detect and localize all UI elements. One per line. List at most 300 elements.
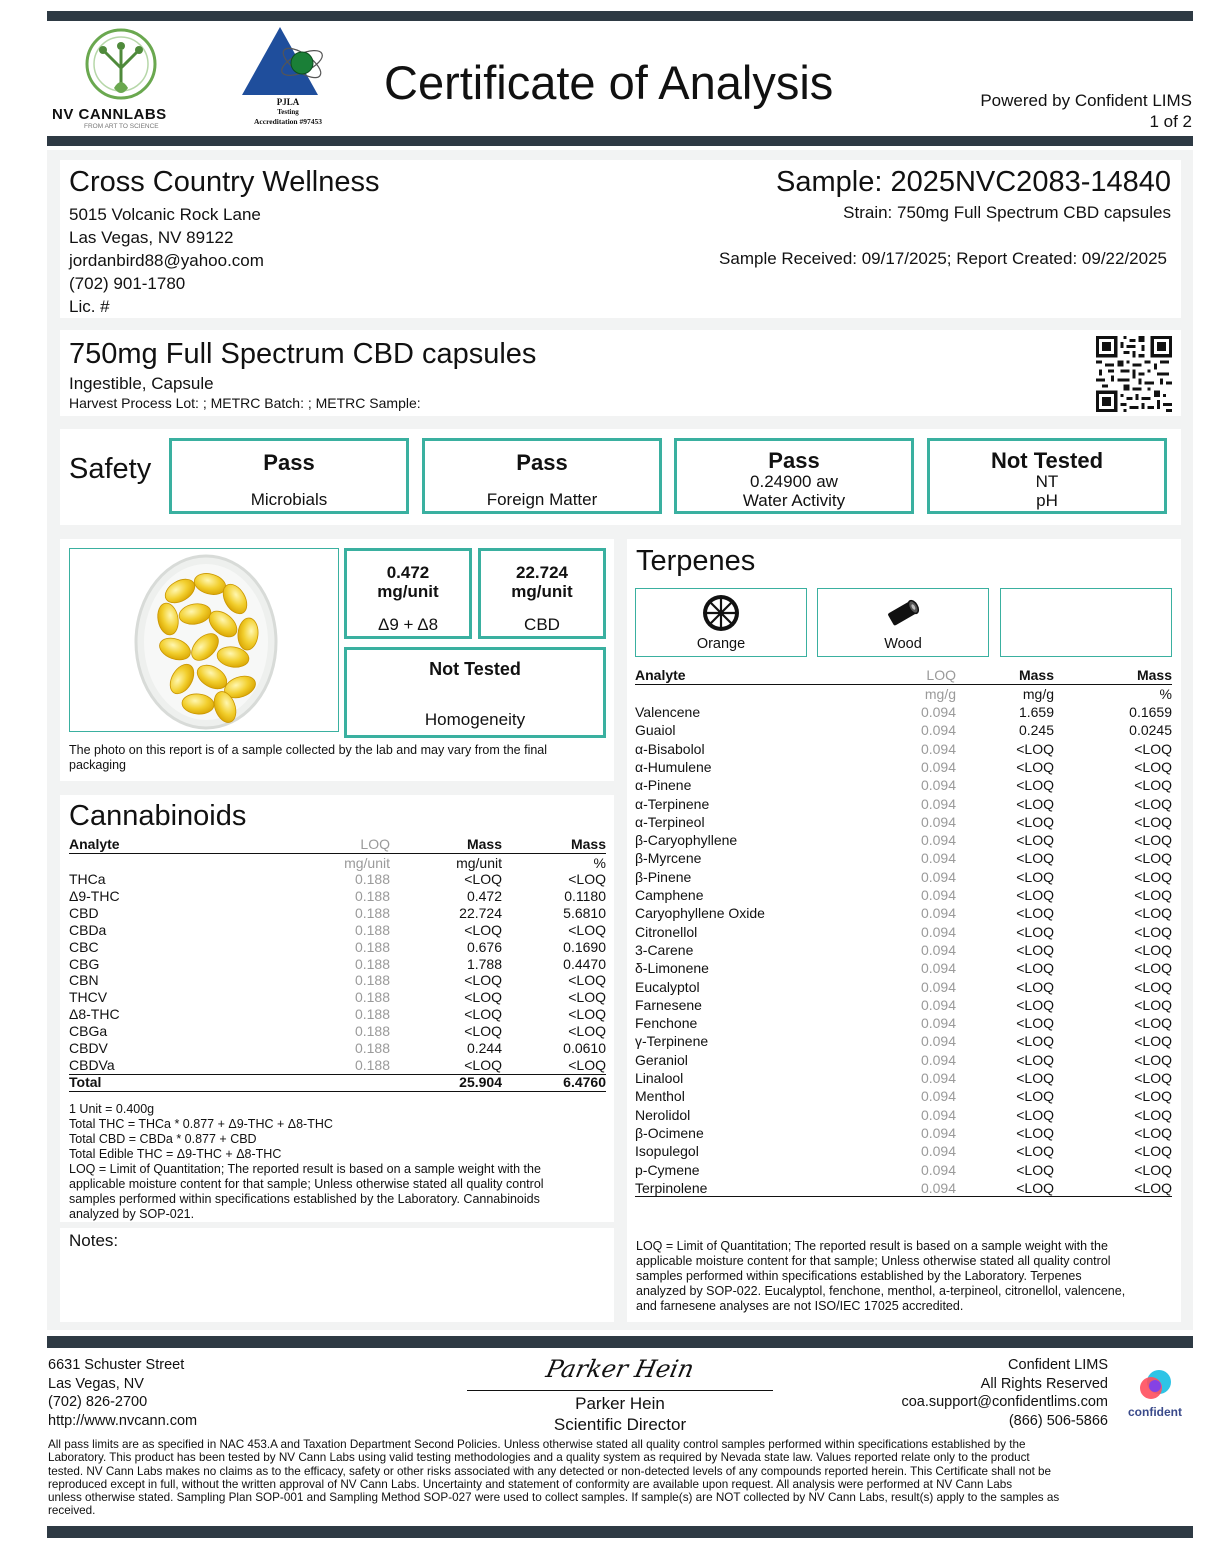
analyte-cell: Menthol: [635, 1088, 685, 1105]
cannabinoids-title: Cannabinoids: [69, 800, 247, 832]
loq-cell: 0.188: [354, 989, 390, 1006]
mass-cell: <LOQ: [1016, 1015, 1054, 1032]
terpenes-header-row: [635, 667, 1172, 685]
table-row: [635, 1125, 1172, 1142]
mass-cell: <LOQ: [1016, 905, 1054, 922]
percent-cell: <LOQ: [1134, 905, 1172, 922]
percent-cell: <LOQ: [1134, 868, 1172, 885]
table-row: [69, 905, 606, 922]
top-bar: [47, 11, 1193, 21]
loq-cell: 0.094: [920, 777, 956, 794]
percent-cell: <LOQ: [568, 1056, 606, 1073]
lims-name: Confident LIMS: [1008, 1357, 1108, 1373]
terpenes-table-bottom-rule: [635, 1196, 1172, 1197]
table-row: [635, 759, 1172, 776]
confident-logo-icon: [1137, 1368, 1173, 1402]
analyte-cell: β-Pinene: [635, 868, 692, 885]
safety-status: Pass: [768, 448, 820, 473]
percent-cell: <LOQ: [1134, 887, 1172, 903]
analyte-cell: Geraniol: [635, 1051, 688, 1068]
loq-cell: 0.094: [920, 1143, 956, 1160]
loq-cell: 0.188: [354, 921, 390, 938]
percent-cell: <LOQ: [568, 1006, 606, 1023]
col-analyte: Analyte: [635, 667, 686, 683]
lims-rights: All Rights Reserved: [980, 1375, 1108, 1392]
loq-cell: 0.188: [354, 1023, 390, 1040]
analyte-cell: δ-Limonene: [635, 960, 709, 977]
safety-label: Safety: [69, 453, 152, 485]
mass-cell: <LOQ: [464, 921, 502, 938]
note-line: applicable moisture content for that sample; Unless otherwise stated all quality control: [69, 1177, 544, 1191]
note-line: 1 Unit = 0.400g: [69, 1102, 155, 1116]
total-thc-box: [344, 548, 472, 639]
unit-loq: mg/unit: [344, 855, 390, 871]
table-row: [635, 1143, 1172, 1160]
mass-cell: 1.788: [466, 955, 502, 972]
thc-value: 0.472: [386, 563, 430, 582]
sample-dates: Sample Received: 09/17/2025; Report Created: 09/22/2025: [719, 249, 1167, 268]
analyte-cell: β-Caryophyllene: [635, 832, 738, 849]
product-panel: [60, 330, 1181, 416]
table-row: [69, 939, 606, 956]
percent-cell: 5.6810: [563, 904, 606, 921]
wood-log-icon: [883, 593, 923, 633]
mass-cell: <LOQ: [1016, 777, 1054, 794]
mass-cell: <LOQ: [1016, 978, 1054, 995]
loq-cell: 0.094: [920, 850, 956, 867]
analyte-cell: Caryophyllene Oxide: [635, 905, 765, 922]
client-name: Cross Country Wellness: [69, 166, 380, 198]
table-row: [635, 979, 1172, 996]
percent-cell: <LOQ: [1134, 850, 1172, 867]
col-loq: LOQ: [926, 667, 956, 683]
analyte-cell: CBDa: [69, 921, 107, 938]
disclaimer-line: unless otherwise stated. Sampling Plan SOP-001 and Sampling Method SOP-027 were used to collect samples. If sample(s) are NOT collected by NV Cann Labs, result(s) apply to the samples as: [48, 1491, 1060, 1505]
table-row: [69, 871, 606, 888]
percent-cell: <LOQ: [1134, 1179, 1172, 1196]
percent-cell: 0.1659: [1129, 704, 1172, 720]
percent-cell: <LOQ: [568, 1023, 606, 1040]
percent-cell: 0.0245: [1129, 722, 1172, 739]
analyte-cell: 3-Carene: [635, 941, 694, 958]
loq-cell: 0.188: [354, 904, 390, 921]
loq-cell: 0.094: [920, 1106, 956, 1123]
disclaimer-line: tested. NV Cann Labs makes no claims as to the efficacy, safety or other risks associated with any detected or non-detected levels of any compounds reported herein. This Certificate shall not be: [48, 1464, 1052, 1478]
client-address-line1: 5015 Volcanic Rock Lane: [69, 205, 261, 224]
client-email: jordanbird88@yahoo.com: [69, 251, 264, 270]
mass-cell: <LOQ: [464, 871, 502, 887]
loq-cell: 0.094: [920, 1015, 956, 1032]
safety-test-label: Water Activity: [742, 491, 846, 510]
disclaimer-line: reproduced except in full, without the written approval of NV Cann Labs. Uncertainty and statement of conformity are available upon request. All analysis were performed at NV Cann Labs: [48, 1477, 1013, 1491]
pjla-accreditation-logo: [240, 25, 340, 133]
loq-cell: 0.094: [920, 923, 956, 940]
table-row: [635, 722, 1172, 739]
note-line: Total THC = THCa * 0.877 + Δ9-THC + Δ8-THC: [69, 1117, 333, 1131]
loq-cell: 0.188: [354, 887, 390, 904]
confident-logo-text: confident: [1128, 1405, 1182, 1419]
table-row: [635, 1180, 1172, 1197]
unit-mass-mg: mg/unit: [456, 855, 502, 871]
table-row: [635, 832, 1172, 849]
percent-cell: <LOQ: [1134, 1033, 1172, 1050]
percent-cell: <LOQ: [1134, 1070, 1172, 1086]
percent-cell: <LOQ: [1134, 923, 1172, 940]
table-row: [635, 869, 1172, 886]
col-loq: LOQ: [360, 836, 390, 852]
product-name: 750mg Full Spectrum CBD capsules: [69, 338, 537, 370]
table-row: [635, 1052, 1172, 1069]
safety-box-water-activity: [674, 438, 914, 514]
percent-cell: <LOQ: [1134, 740, 1172, 757]
analyte-cell: CBN: [69, 972, 99, 989]
terpenes-notes: [636, 1239, 1176, 1314]
mass-cell: 22.724: [459, 904, 502, 921]
table-total-row: [69, 1074, 606, 1092]
unit-mass-pct: %: [1159, 686, 1172, 702]
mass-cell: <LOQ: [1016, 996, 1054, 1013]
percent-cell: <LOQ: [1134, 1124, 1172, 1141]
safety-value: NT: [1035, 472, 1059, 491]
loq-cell: 0.094: [920, 960, 956, 977]
table-row: [635, 704, 1172, 721]
analyte-cell: Isopulegol: [635, 1143, 699, 1160]
mass-cell: <LOQ: [1016, 850, 1054, 867]
note-line: analyzed by SOP-021.: [69, 1207, 195, 1221]
percent-cell: <LOQ: [568, 921, 606, 938]
mass-cell: <LOQ: [1016, 1143, 1054, 1160]
percent-cell: <LOQ: [1134, 941, 1172, 958]
loq-cell: 0.188: [354, 1040, 390, 1056]
percent-cell: <LOQ: [1134, 1161, 1172, 1178]
mass-cell: <LOQ: [1016, 1124, 1054, 1141]
loq-cell: 0.188: [354, 972, 390, 989]
percent-cell: <LOQ: [1134, 978, 1172, 995]
mass-cell: <LOQ: [1016, 960, 1054, 977]
lab-phone: (702) 826-2700: [48, 1394, 148, 1410]
safety-status: Not Tested: [990, 448, 1104, 473]
aroma-box-empty: [1000, 588, 1172, 657]
mass-cell: <LOQ: [464, 1006, 502, 1023]
percent-cell: 0.1180: [564, 887, 606, 904]
analyte-cell: α-Humulene: [635, 758, 712, 775]
terpenes-unit-row: [635, 686, 1172, 703]
percent-cell: <LOQ: [1134, 795, 1172, 812]
analyte-cell: Δ8-THC: [69, 1006, 120, 1023]
cbd-value: 22.724: [516, 563, 568, 582]
mass-cell: 0.245: [1018, 722, 1054, 739]
analyte-cell: Guaiol: [635, 722, 676, 739]
analyte-cell: Camphene: [635, 887, 704, 903]
loq-cell: 0.094: [920, 704, 956, 720]
analyte-cell: α-Terpinene: [635, 795, 710, 812]
loq-cell: 0.094: [920, 813, 956, 830]
lab-logo-name: NV CANNLABS: [52, 106, 167, 123]
product-type: Ingestible, Capsule: [69, 374, 214, 393]
aroma-label: Wood: [884, 636, 922, 652]
signer-title: Scientific Director: [553, 1415, 687, 1434]
table-row: [69, 1057, 606, 1074]
safety-box-microbials: [169, 438, 409, 514]
table-row: [635, 1015, 1172, 1032]
analyte-cell: CBGa: [69, 1023, 108, 1040]
note-line: LOQ = Limit of Quantitation; The reported result is based on a sample weight with the: [69, 1162, 541, 1176]
unit-mass-pct: %: [593, 855, 606, 871]
product-batch: Harvest Process Lot: ; METRC Batch: ; METRC Sample:: [69, 395, 421, 411]
cannabinoids-header-row: [69, 836, 606, 854]
mass-cell: <LOQ: [464, 989, 502, 1006]
analyte-cell: CBDVa: [69, 1056, 115, 1073]
mass-cell: <LOQ: [1016, 868, 1054, 885]
mass-cell: 0.244: [466, 1040, 502, 1056]
mass-cell: <LOQ: [464, 1023, 502, 1040]
analyte-cell: CBG: [69, 955, 100, 972]
percent-cell: 0.4470: [563, 955, 606, 972]
powered-by: Powered by Confident LIMS: [980, 91, 1192, 110]
safety-box-foreign-matter: [422, 438, 662, 514]
loq-cell: 0.094: [920, 795, 956, 812]
note-line: applicable moisture content for that sample; Unless otherwise stated all quality control: [636, 1254, 1111, 1268]
unit-mass-mg: mg/g: [1022, 686, 1054, 702]
homogeneity-label: Homogeneity: [424, 710, 526, 729]
analyte-cell: Eucalyptol: [635, 978, 700, 995]
disclaimer: [48, 1438, 1194, 1518]
table-row: [635, 997, 1172, 1014]
percent-cell: 0.1690: [563, 938, 606, 955]
loq-cell: 0.188: [354, 938, 390, 955]
page-number: 1 of 2: [1149, 112, 1192, 131]
table-row: [635, 1033, 1172, 1050]
mass-cell: <LOQ: [464, 972, 502, 989]
percent-cell: <LOQ: [1134, 1143, 1172, 1160]
loq-cell: 0.188: [354, 1056, 390, 1073]
table-row: [635, 1088, 1172, 1105]
percent-cell: <LOQ: [1134, 832, 1172, 849]
table-row: [635, 924, 1172, 941]
loq-cell: 0.094: [920, 868, 956, 885]
mass-cell: 0.472: [466, 887, 502, 904]
analyte-cell: Δ9-THC: [69, 887, 120, 904]
signature-line: [467, 1390, 773, 1391]
lab-address: [48, 1356, 197, 1430]
analyte-cell: CBC: [69, 938, 99, 955]
loq-cell: 0.094: [920, 1179, 956, 1196]
loq-cell: 0.094: [920, 1033, 956, 1050]
loq-cell: 0.094: [920, 978, 956, 995]
header-bottom-bar: [47, 136, 1193, 146]
percent-cell: <LOQ: [1134, 758, 1172, 775]
loq-cell: 0.188: [354, 871, 390, 887]
notes-panel: [60, 1228, 614, 1322]
note-line: LOQ = Limit of Quantitation; The reported result is based on a sample weight with the: [636, 1239, 1108, 1253]
note-line: samples performed within specifications established by the Laboratory. Terpenes: [636, 1269, 1082, 1283]
table-row: [635, 1107, 1172, 1124]
table-row: [635, 905, 1172, 922]
lab-logo-tagline: FROM ART TO SCIENCE: [84, 123, 159, 130]
aroma-label: Orange: [696, 636, 746, 652]
director-signature: Parker Hein: [543, 1355, 697, 1383]
table-row: [635, 1070, 1172, 1087]
loq-cell: 0.094: [920, 905, 956, 922]
table-row: [635, 741, 1172, 758]
table-row: [69, 1006, 606, 1023]
percent-cell: <LOQ: [568, 871, 606, 887]
aroma-box-wood: [817, 588, 989, 657]
note-line: analyzed by SOP-022. Eucalyptol, fenchone, menthol, a-terpineol, citronellol, valencene,: [636, 1284, 1126, 1298]
orange-icon: [701, 593, 741, 633]
table-row: [635, 814, 1172, 831]
mass-cell: <LOQ: [1016, 887, 1054, 903]
lab-street: 6631 Schuster Street: [48, 1357, 185, 1373]
disclaimer-line: All pass limits are as specified in NAC 453.A and Taxation Department Second Policies. Unless otherwise stated all quality control samples performed within specifications established by the: [48, 1438, 1026, 1451]
mass-cell: <LOQ: [1016, 832, 1054, 849]
analyte-cell: Citronellol: [635, 923, 698, 940]
analyte-cell: THCV: [69, 989, 108, 1006]
qr-code: [1096, 336, 1172, 412]
client-address-line2: Las Vegas, NV 89122: [69, 228, 234, 247]
note-line: samples performed within specifications established by the Laboratory. Cannabinoids: [69, 1192, 540, 1206]
col-mass-mg: Mass: [466, 836, 502, 852]
lab-city: Las Vegas, NV: [48, 1375, 144, 1392]
safety-test-label: pH: [1036, 491, 1058, 510]
percent-cell: <LOQ: [1134, 1015, 1172, 1032]
analyte-cell: β-Myrcene: [635, 850, 702, 867]
table-row: [635, 942, 1172, 959]
thc-unit: mg/unit: [377, 582, 439, 601]
table-row: [69, 922, 606, 939]
unit-loq: mg/g: [924, 686, 956, 702]
total-percent: 6.4760: [563, 1073, 606, 1090]
note-line: Total Edible THC = Δ9-THC + Δ8-THC: [69, 1147, 282, 1161]
analyte-cell: Terpinolene: [635, 1179, 708, 1196]
lims-email: coa.support@confidentlims.com: [901, 1394, 1108, 1410]
mass-cell: <LOQ: [1016, 941, 1054, 958]
sample-id: Sample: 2025NVC2083-14840: [776, 166, 1171, 198]
table-row: [635, 777, 1172, 794]
mass-cell: <LOQ: [1016, 795, 1054, 812]
loq-cell: 0.094: [920, 887, 956, 903]
table-row: [635, 887, 1172, 904]
lims-phone: (866) 506-5866: [1008, 1412, 1108, 1429]
analyte-cell: CBD: [69, 904, 99, 921]
analyte-cell: Valencene: [635, 704, 701, 720]
table-row: [635, 1162, 1172, 1179]
note-line: and farnesene analyses are not ISO/IEC 17025 accredited.: [636, 1299, 964, 1313]
percent-cell: <LOQ: [1134, 1106, 1172, 1123]
table-row: [69, 989, 606, 1006]
percent-cell: <LOQ: [1134, 1088, 1172, 1105]
homogeneity-status: Not Tested: [429, 659, 521, 679]
mass-cell: <LOQ: [1016, 1179, 1054, 1196]
analyte-cell: α-Pinene: [635, 777, 692, 794]
mass-cell: 1.659: [1018, 704, 1054, 720]
total-top-rule: [69, 1074, 606, 1075]
photo-note: The photo on this report is of a sample collected by the lab and may vary from the final packaging: [69, 743, 548, 772]
loq-cell: 0.094: [920, 722, 956, 739]
loq-cell: 0.188: [354, 1006, 390, 1023]
thc-label: Δ9 + Δ8: [377, 615, 439, 634]
mass-cell: <LOQ: [1016, 1161, 1054, 1178]
loq-cell: 0.094: [920, 1124, 956, 1141]
safety-test-label: Foreign Matter: [486, 490, 598, 509]
cannabinoids-notes: [69, 1102, 609, 1222]
client-license: Lic. #: [69, 297, 110, 316]
disclaimer-line: received.: [48, 1504, 96, 1518]
homogeneity-box: [344, 647, 606, 738]
mass-cell: <LOQ: [1016, 923, 1054, 940]
nv-cannlabs-logo: [50, 28, 195, 133]
loq-cell: 0.188: [354, 955, 390, 972]
col-mass-mg: Mass: [1018, 667, 1054, 683]
percent-cell: 0.0610: [563, 1040, 606, 1056]
percent-cell: <LOQ: [1134, 813, 1172, 830]
mass-cell: <LOQ: [1016, 1070, 1054, 1086]
table-row: [69, 1040, 606, 1057]
analyte-cell: Farnesene: [635, 996, 702, 1013]
footer-bottom-bar: [47, 1526, 1193, 1538]
loq-cell: 0.094: [920, 1051, 956, 1068]
table-row: [635, 850, 1172, 867]
analyte-cell: α-Terpineol: [635, 813, 705, 830]
safety-value: 0.24900 aw: [750, 472, 838, 491]
pjla-testing-text: Testing: [277, 108, 299, 116]
analyte-cell: Nerolidol: [635, 1106, 691, 1123]
col-mass-pct: Mass: [570, 836, 606, 852]
loq-cell: 0.094: [920, 832, 956, 849]
mass-cell: <LOQ: [464, 1056, 502, 1073]
cannabinoids-unit-row: [69, 855, 606, 872]
safety-test-label: Microbials: [250, 490, 328, 509]
loq-cell: 0.094: [920, 1088, 956, 1105]
mass-cell: <LOQ: [1016, 1051, 1054, 1068]
analyte-cell: α-Bisabolol: [635, 740, 705, 757]
loq-cell: 0.094: [920, 996, 956, 1013]
total-cbd-box: [478, 548, 606, 639]
pjla-accreditation-text: Accreditation #97453: [254, 117, 322, 126]
mass-cell: <LOQ: [1016, 1033, 1054, 1050]
confident-logo: [1122, 1368, 1188, 1424]
analyte-cell: Fenchone: [635, 1015, 698, 1032]
table-row: [69, 1023, 606, 1040]
terpenes-title: Terpenes: [636, 545, 756, 577]
mass-cell: <LOQ: [1016, 758, 1054, 775]
mass-cell: <LOQ: [1016, 1106, 1054, 1123]
notes-label: Notes:: [69, 1231, 119, 1250]
analyte-cell: p-Cymene: [635, 1161, 700, 1178]
aroma-box-orange: [635, 588, 807, 657]
loq-cell: 0.094: [920, 740, 956, 757]
percent-cell: <LOQ: [568, 972, 606, 989]
percent-cell: <LOQ: [1134, 960, 1172, 977]
lims-info: [901, 1356, 1108, 1430]
loq-cell: 0.094: [920, 1070, 956, 1086]
percent-cell: <LOQ: [1134, 777, 1172, 794]
sample-strain: Strain: 750mg Full Spectrum CBD capsules: [843, 203, 1171, 222]
percent-cell: <LOQ: [1134, 996, 1172, 1013]
mass-cell: <LOQ: [1016, 740, 1054, 757]
signer-name: Parker Hein: [575, 1394, 665, 1413]
loq-cell: 0.094: [920, 758, 956, 775]
table-row: [69, 888, 606, 905]
analyte-cell: β-Ocimene: [635, 1124, 704, 1141]
note-line: Total CBD = CBDa * 0.877 + CBD: [69, 1132, 257, 1146]
total-mass: 25.904: [459, 1073, 502, 1090]
mass-cell: <LOQ: [1016, 813, 1054, 830]
cbd-label: CBD: [524, 615, 560, 634]
client-phone: (702) 901-1780: [69, 274, 186, 293]
table-row: [635, 960, 1172, 977]
safety-status: Pass: [516, 450, 568, 475]
